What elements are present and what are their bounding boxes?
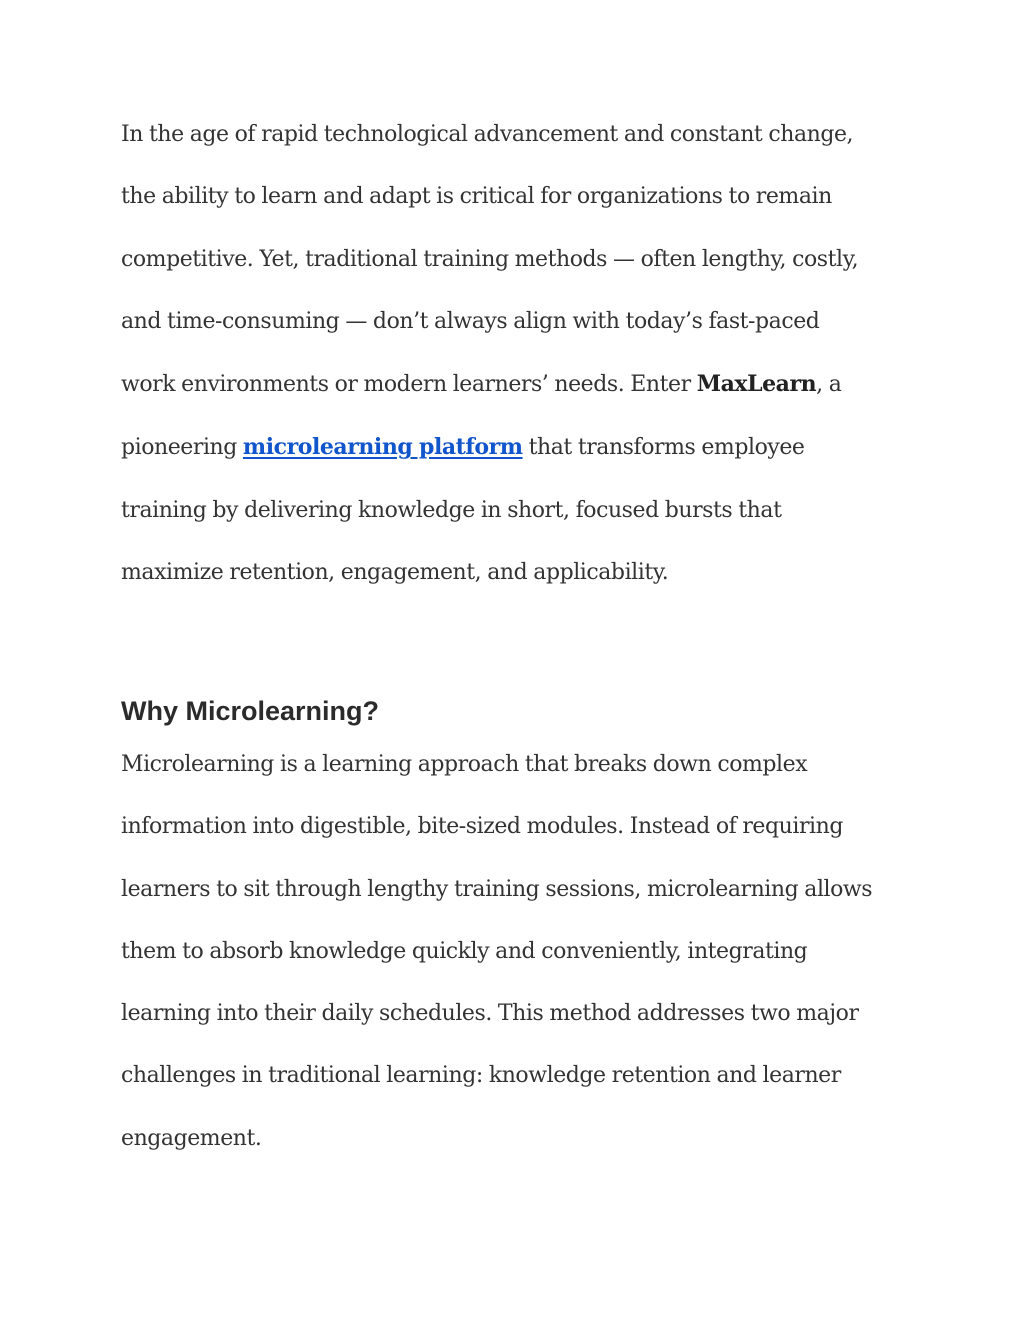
intro-line-5 [121, 353, 911, 416]
section-line-5: learning into their daily schedules. This method addresses two major [121, 1001, 859, 1027]
intro-line-6-text: pioneering [121, 435, 243, 461]
intro-line-5-text: work environments or modern learners’ needs. Enter [121, 372, 697, 398]
intro-line-3: competitive. Yet, traditional training methods — often lengthy, costly, [121, 246, 859, 272]
intro-line-2: the ability to learn and adapt is critical for organizations to remain [121, 184, 832, 210]
intro-line-4: and time-consuming — don’t always align with today’s fast-paced [121, 308, 820, 334]
intro-line-1: In the age of rapid technological advancement and constant change, [121, 122, 854, 147]
intro-line-7: training by delivering knowledge in short, focused bursts that [121, 497, 782, 523]
intro-paragraph [121, 104, 911, 604]
section-line-4: them to absorb knowledge quickly and conveniently, integrating [121, 938, 808, 964]
intro-line-6 [121, 416, 911, 479]
section-line-7: engagement. [121, 1125, 262, 1151]
section-line-1: Microlearning is a learning approach that breaks down complex [121, 752, 808, 777]
section-line-6: challenges in traditional learning: knowledge retention and learner [121, 1063, 841, 1089]
intro-line-5-tail: , a [816, 372, 842, 398]
section-line-3: learners to sit through lengthy training sessions, microlearning allows [121, 876, 873, 902]
microlearning-platform-link[interactable]: microlearning platform [242, 434, 523, 461]
maxlearn-brand-name: MaxLearn [696, 371, 817, 398]
section-paragraph [121, 734, 911, 1170]
intro-line-8: maximize retention, engagement, and applicability. [121, 560, 669, 586]
section-line-2: information into digestible, bite-sized modules. Instead of requiring [121, 814, 843, 840]
intro-line-6-tail: that transforms employee [522, 435, 805, 461]
section-heading: Why Microlearning? [121, 696, 380, 726]
